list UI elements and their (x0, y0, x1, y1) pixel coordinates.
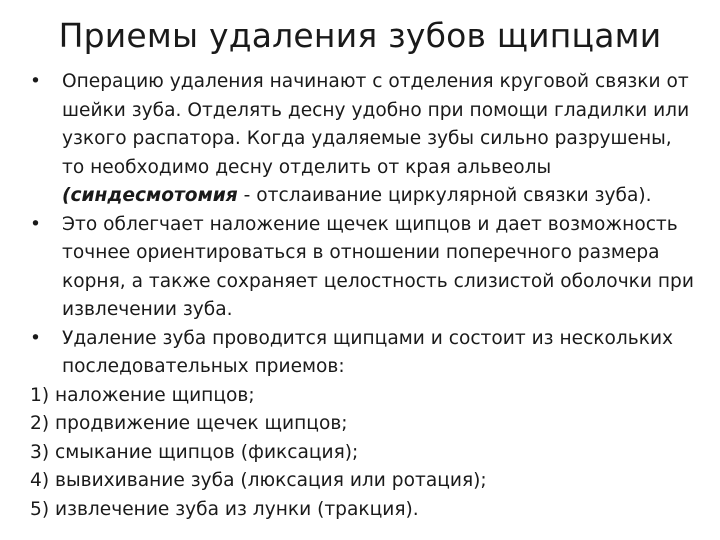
bullet-line (62, 182, 710, 211)
bullet-item (30, 68, 710, 211)
step-item: 3) смыкание щипцов (фиксация); (30, 441, 359, 463)
term-explanation: - отслаивание циркулярной связки зуба). (237, 185, 652, 206)
step-item: 5) извлечение зуба из лунки (тракция). (30, 498, 419, 520)
bullet-line: то необходимо десну отделить от края альвеолы (62, 156, 552, 178)
bullet-marker: • (30, 213, 41, 235)
bullet-marker: • (30, 327, 41, 349)
bullet-line: узкого распатора. Когда удаляемые зубы сильно разрушены, (62, 128, 672, 149)
slide-title: Приемы удаления зубов щипцами (58, 16, 662, 55)
bullet-line: точнее ориентироваться в отношении поперечного размера (62, 242, 660, 263)
bullet-line: корня, а также сохраняет целостность слизистой оболочки при (62, 270, 694, 292)
bullet-line: Это облегчает наложение щечек щипцов и дает возможность (62, 213, 678, 235)
step-item: 2) продвижение щечек щипцов; (30, 413, 348, 434)
slide-body (30, 68, 710, 524)
bullet-line: шейки зуба. Отделять десну удобно при помощи гладилки или (62, 99, 690, 121)
bullet-item (30, 325, 710, 382)
bullet-line: Удаление зуба проводится щипцами и состоит из нескольких (62, 327, 674, 349)
step-item: 4) вывихивание зуба (люксация или ротация); (30, 470, 487, 491)
step-item: 1) наложение щипцов; (30, 384, 255, 406)
term-emphasis: (синдесмотомия (62, 185, 238, 206)
bullet-item (30, 211, 710, 325)
bullet-line: последовательных приемов: (62, 356, 345, 377)
bullet-marker: • (30, 71, 41, 92)
bullet-line: извлечении зуба. (62, 299, 233, 320)
bullet-line: Операцию удаления начинают с отделения круговой связки от (62, 71, 689, 92)
